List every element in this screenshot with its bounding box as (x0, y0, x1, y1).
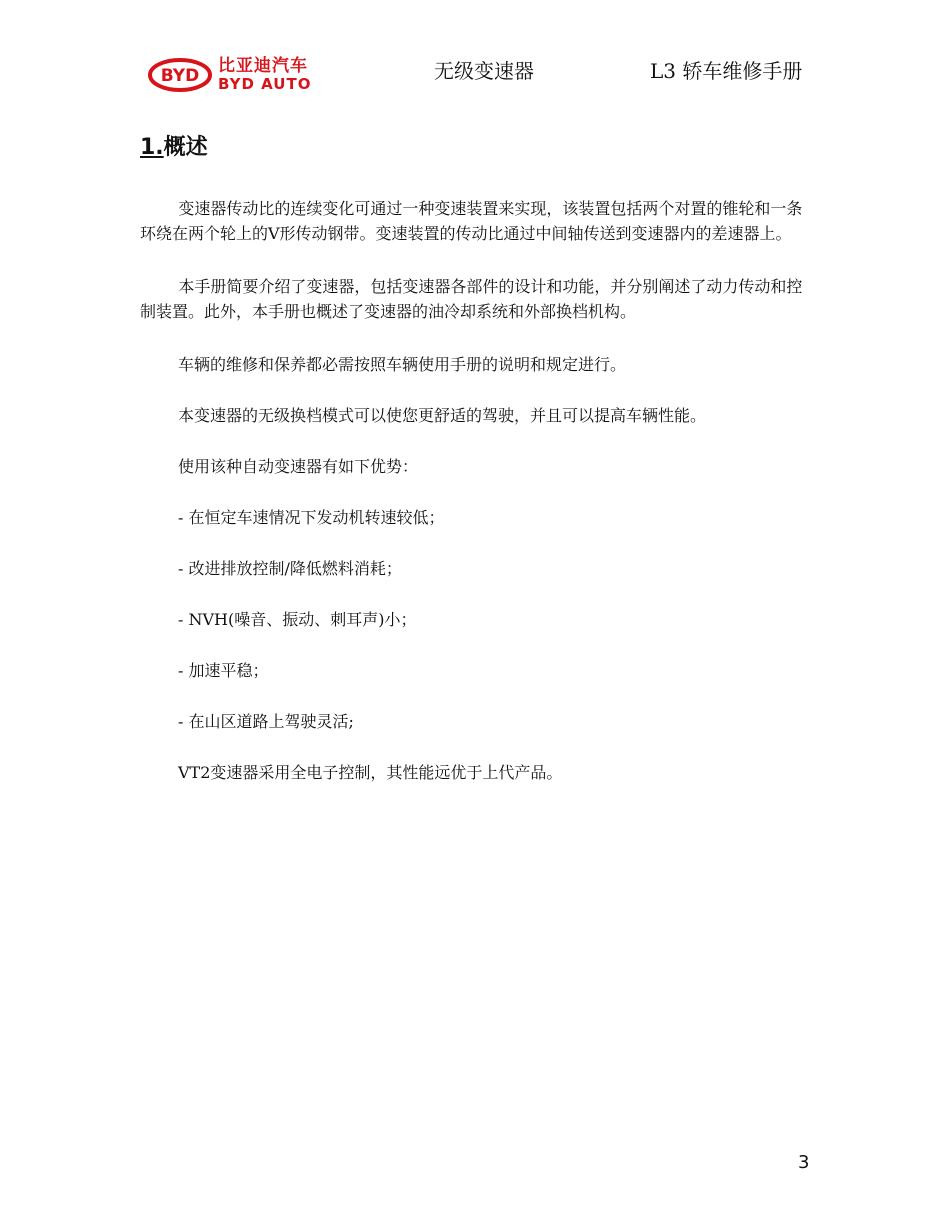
byd-logo-mark (148, 58, 212, 92)
text-line: 本变速器的无级换档模式可以使您更舒适的驾驶，并且可以提高车辆性能。 (178, 406, 707, 425)
list-item: - 在山区道路上驾驶灵活; (178, 712, 354, 731)
paragraph: 本手册简要介绍了变速器，包括变速器各部件的设计和功能，并分别阐述了动力传动和控制装置。此外，本手册也概述了变速器的油冷却系统和外部换档机构。 (140, 277, 803, 321)
list-item: - 加速平稳； (178, 661, 269, 680)
body-content (140, 196, 812, 811)
manual-title: L3 轿车维修手册 (650, 59, 803, 83)
byd-logo (148, 56, 328, 94)
section-heading (140, 134, 208, 162)
list-item: - 在恒定车速情况下发动机转速较低； (178, 508, 445, 527)
text-line: 使用该种自动变速器有如下优势： (178, 457, 419, 476)
page-header (0, 0, 950, 110)
list-item: - 改进排放控制/降低燃料消耗； (178, 559, 402, 578)
document-title: 无级变速器 (434, 59, 534, 83)
text-line: VT2变速器采用全电子控制，其性能远优于上代产品。 (178, 763, 563, 782)
logo-chinese-name: 比亚迪汽车 (218, 56, 308, 76)
page-number: 3 (798, 1152, 810, 1173)
logo-mark-text: BYD (160, 66, 200, 86)
logo-english-name: BYD AUTO (218, 75, 312, 93)
text-line: 车辆的维修和保养都必需按照车辆使用手册的说明和规定进行。 (178, 355, 627, 374)
paragraph: 变速器传动比的连续变化可通过一种变速装置来实现，该装置包括两个对置的锥轮和一条环绕在两个轮上的V形传动钢带。变速装置的传动比通过中间轴传送到变速器内的差速器上。 (140, 199, 803, 243)
section-number: 1. (140, 135, 164, 160)
section-title: 概述 (163, 135, 208, 160)
list-item: - NVH(噪音、振动、刺耳声)小； (178, 610, 417, 629)
